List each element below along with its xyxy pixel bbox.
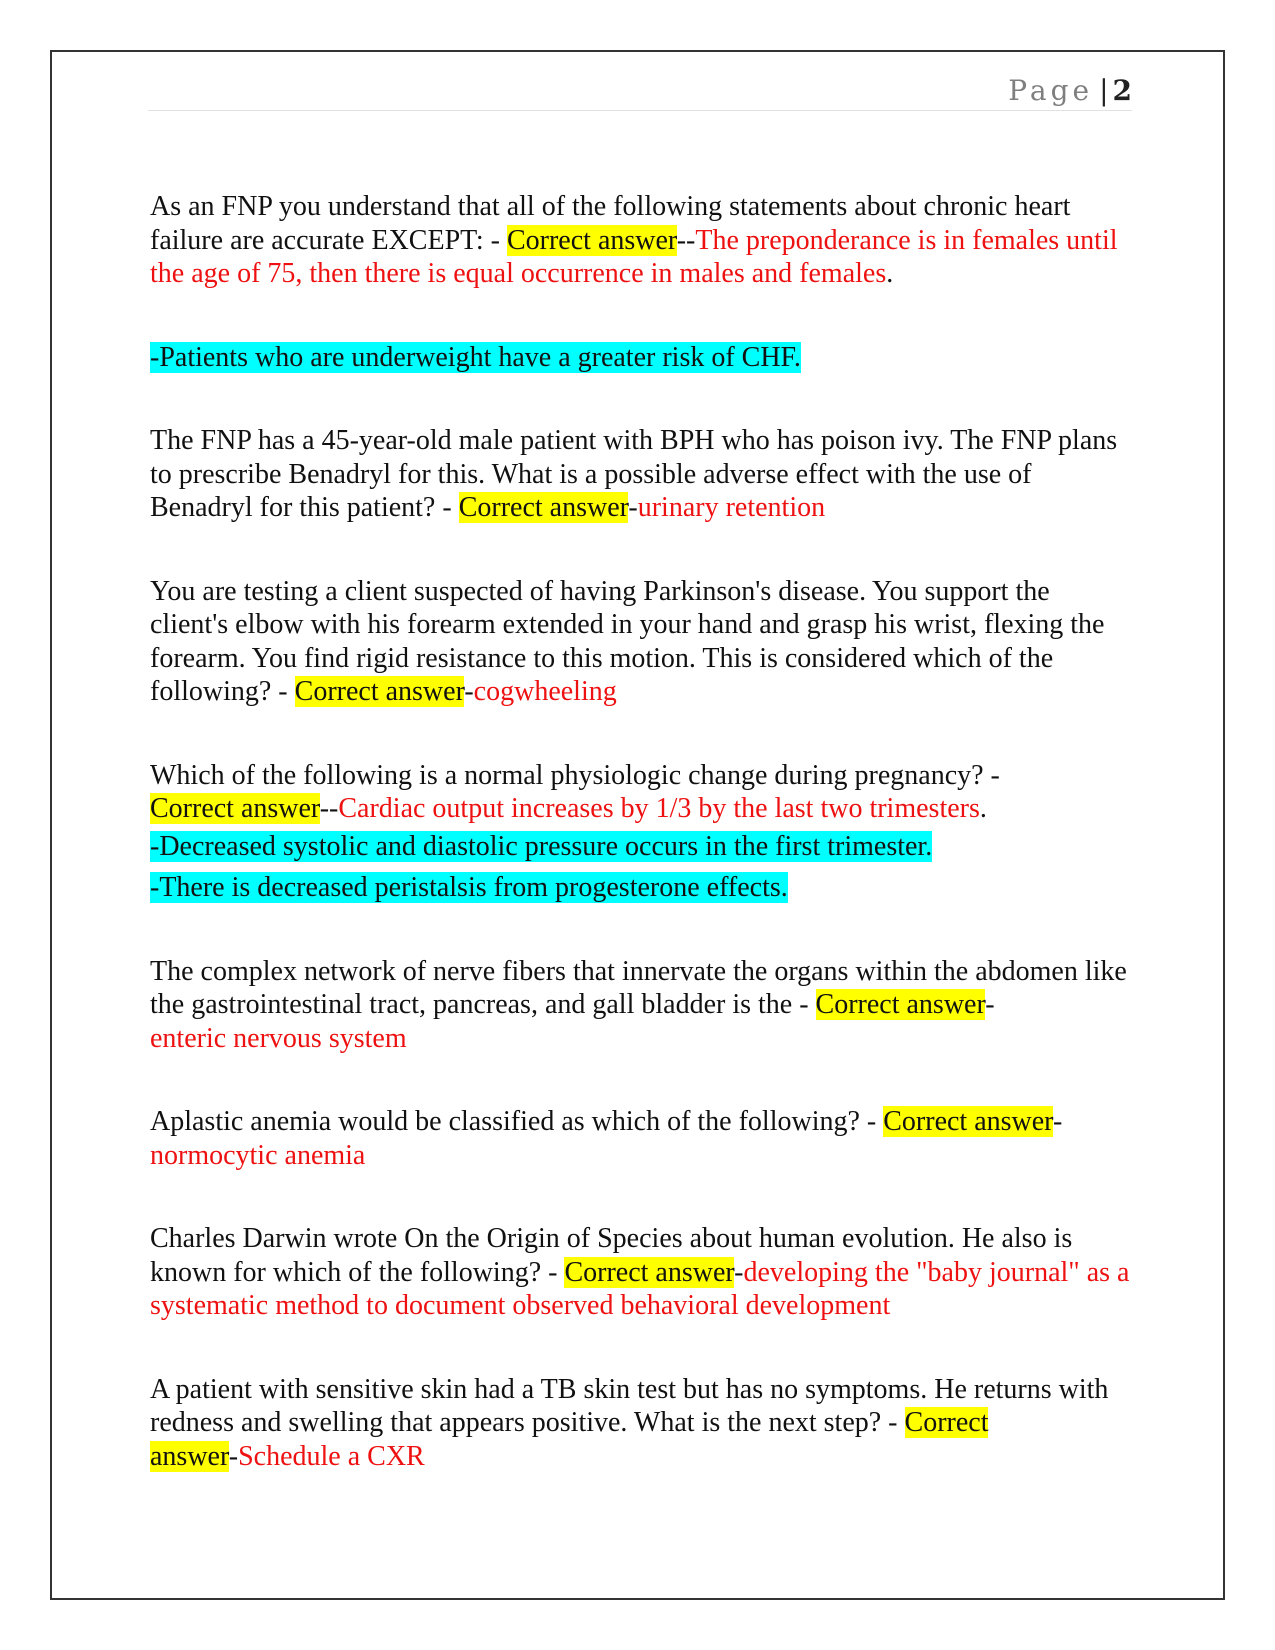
question-item [150,1222,1130,1323]
option-line [150,830,1130,864]
page-word: Page [1008,74,1094,107]
answer-dash: - [628,492,638,523]
option-line [150,341,1130,375]
correct-answer-label-part-1: Correct [904,1407,989,1438]
answer-text: The preponderance is in females until the age of 75, then there is equal occurrence in males and females [150,224,1118,289]
question-item [150,575,1130,709]
correct-answer-label-part-2: answer [150,1440,229,1472]
correct-answer-label: Correct answer [815,989,986,1020]
answer-dash: - [228,1440,239,1472]
question-text: A patient with sensitive skin had a TB skin test but has no symptoms. He returns with redness and swelling that appears positive. What is the next step? - [150,1373,1109,1438]
option-text: -Decreased systolic and diastolic pressure occurs in the first trimester. [150,830,933,862]
document-body [150,190,1130,1523]
option-text: -There is decreased peristalsis from progesterone effects. [150,872,788,903]
correct-answer-label: Correct answer [564,1256,735,1288]
correct-answer-label: Correct answer [506,224,677,256]
answer-dash: - [464,676,474,707]
answer-tail: . [886,258,894,289]
question-item [150,424,1130,525]
question-item [150,1105,1130,1172]
answer-text: normocytic anemia [150,1139,366,1171]
page-header [148,72,1132,111]
question-text: Aplastic anemia would be classified as which of the following? - [150,1106,884,1137]
question-item [150,759,1130,826]
question-text: Charles Darwin wrote On the Origin of Species about human evolution. He also is known for which of the following? - [150,1223,1073,1288]
option-line [150,871,1130,905]
correct-answer-label: Correct answer [883,1106,1053,1137]
answer-text: developing the "baby journal" as a systematic method to document observed behavioral development [150,1256,1130,1321]
answer-dash: - [734,1256,744,1288]
answer-dash: -- [319,793,339,824]
page-number: 2 [1112,74,1132,107]
question-item [150,1373,1130,1474]
correct-answer-label: Correct answer [150,793,320,824]
answer-dash: - [1052,1106,1063,1137]
question-text: You are testing a client suspected of having Parkinson's disease. You support the client's elbow with his forearm extended in your hand and grasp his wrist, flexing the forearm. You find rigid resistance to this motion. This is considered which of the following? - [150,575,1105,707]
question-text: Which of the following is a normal physiologic change during pregnancy? - [150,759,1000,791]
correct-answer-label: Correct answer [458,492,629,523]
answer-text: cogwheeling [473,676,617,707]
answer-dash: -- [676,224,696,256]
answer-text: Schedule a CXR [238,1440,425,1472]
answer-text: Cardiac output increases by 1/3 by the last two trimesters [338,793,980,824]
question-item [150,190,1130,291]
answer-dash: - [985,989,995,1020]
question-item [150,955,1130,1056]
question-text: The FNP has a 45-year-old male patient with BPH who has poison ivy. The FNP plans to prescribe Benadryl for this. What is a possible adverse effect with the use of Benadryl for this patient? - [150,425,1118,523]
answer-text: urinary retention [637,492,826,523]
page-separator: | [1099,74,1109,107]
question-text: The complex network of nerve fibers that innervate the organs within the abdomen like the gastrointestinal tract, pancreas, and gall bladder is the - [150,955,1127,1020]
option-text: -Patients who are underweight have a greater risk of CHF. [150,341,801,373]
question-text: As an FNP you understand that all of the following statements about chronic heart failure are accurate EXCEPT: - [150,191,1071,256]
answer-text: enteric nervous system [150,1022,407,1054]
answer-tail: . [979,793,987,824]
correct-answer-label: Correct answer [294,676,465,707]
